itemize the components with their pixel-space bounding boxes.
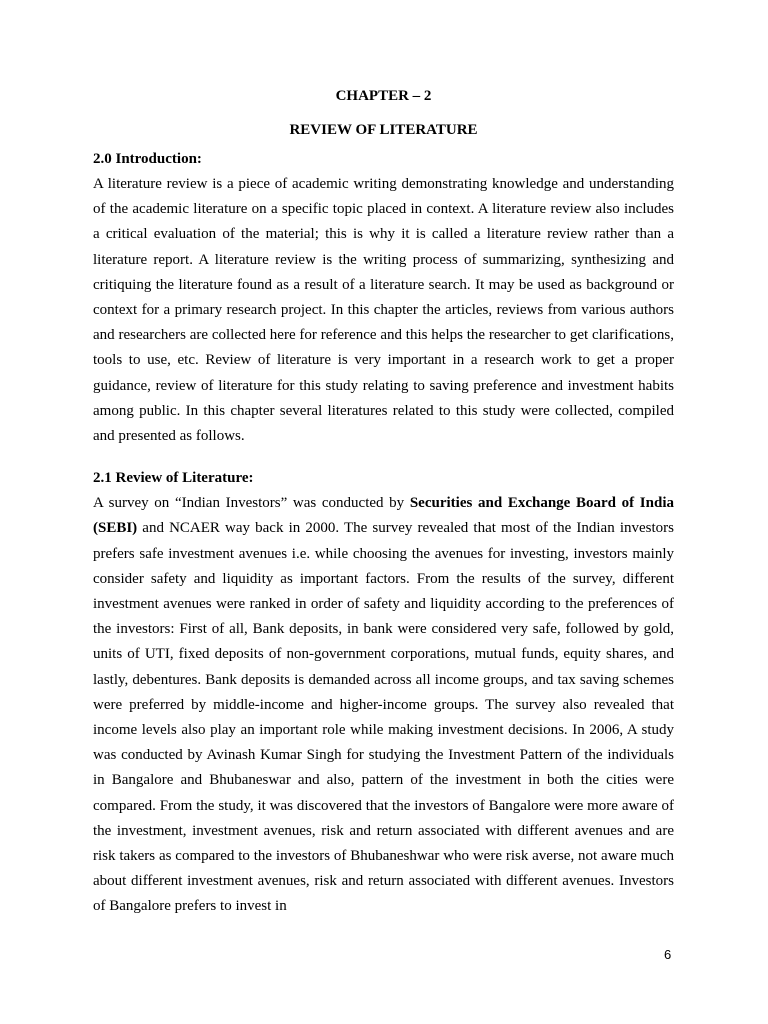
document-page: [93, 86, 674, 920]
introduction-heading: 2.0 Introduction:: [93, 151, 202, 167]
page-number: 6: [664, 947, 672, 962]
review-body-text: and NCAER way back in 2000. The survey revealed that most of the Indian investors prefers safe investment avenues i.e. while choosing the avenues for investing, investors mainly consider safety and liquidity as important factors. From the results of the survey, different investment avenues were ranked in order of safety and liquidity according to the preferences of the investors: First of all, Bank deposits, in bank were considered very safe, followed by gold, units of UTI, fixed deposits of non-government corporations, mutual funds, equity shares, and lastly, debentures. Bank deposits is demanded across all income groups, and tax saving schemes were preferred by middle-income and higher-income groups. The survey also revealed that income levels also play an important role while making investment decisions. In 2006, A study was conducted by Avinash Kumar Singh for studying the Investment Pattern of the individuals in Bangalore and Bhubaneswar and also, pattern of the investment in both the cities were compared. From the study, it was discovered that the investors of Bangalore were more aware of the investment, investment avenues, risk and return associated with different avenues and are risk takers as compared to the investors of Bhubaneshwar who were risk averse, not aware much about different investment avenues, risk and return associated with different avenues. Investors of Bangalore prefers to invest in: [93, 520, 674, 915]
review-lead-text: A survey on “Indian Investors” was conducted by: [93, 495, 410, 512]
section-spacer: [93, 449, 674, 466]
sebi-bold-text: Securities and Exchange Board of India (SEBI): [93, 495, 674, 537]
introduction-paragraph: A literature review is a piece of academic writing demonstrating knowledge and understanding of the academic literature on a specific topic placed in context. A literature review also includes a critical evaluation of the material; this is why it is called a literature review rather than a literature report. A literature review is the writing process of summarizing, synthesizing and critiquing the literature found as a result of a literature search. It may be used as background or context for a primary research project. In this chapter the articles, reviews from various authors and researchers are collected here for reference and this helps the researcher to get clarifications, tools to use, etc. Review of literature is very important in a research work to get a proper guidance, review of literature for this study relating to saving preference and investment habits among public. In this chapter several literatures related to this study were collected, compiled and presented as follows.: [93, 176, 674, 445]
review-paragraph: [93, 491, 674, 919]
review-heading: 2.1 Review of Literature:: [93, 470, 254, 487]
chapter-subtitle: REVIEW OF LITERATURE: [289, 122, 478, 138]
chapter-title: CHAPTER – 2: [335, 88, 432, 104]
